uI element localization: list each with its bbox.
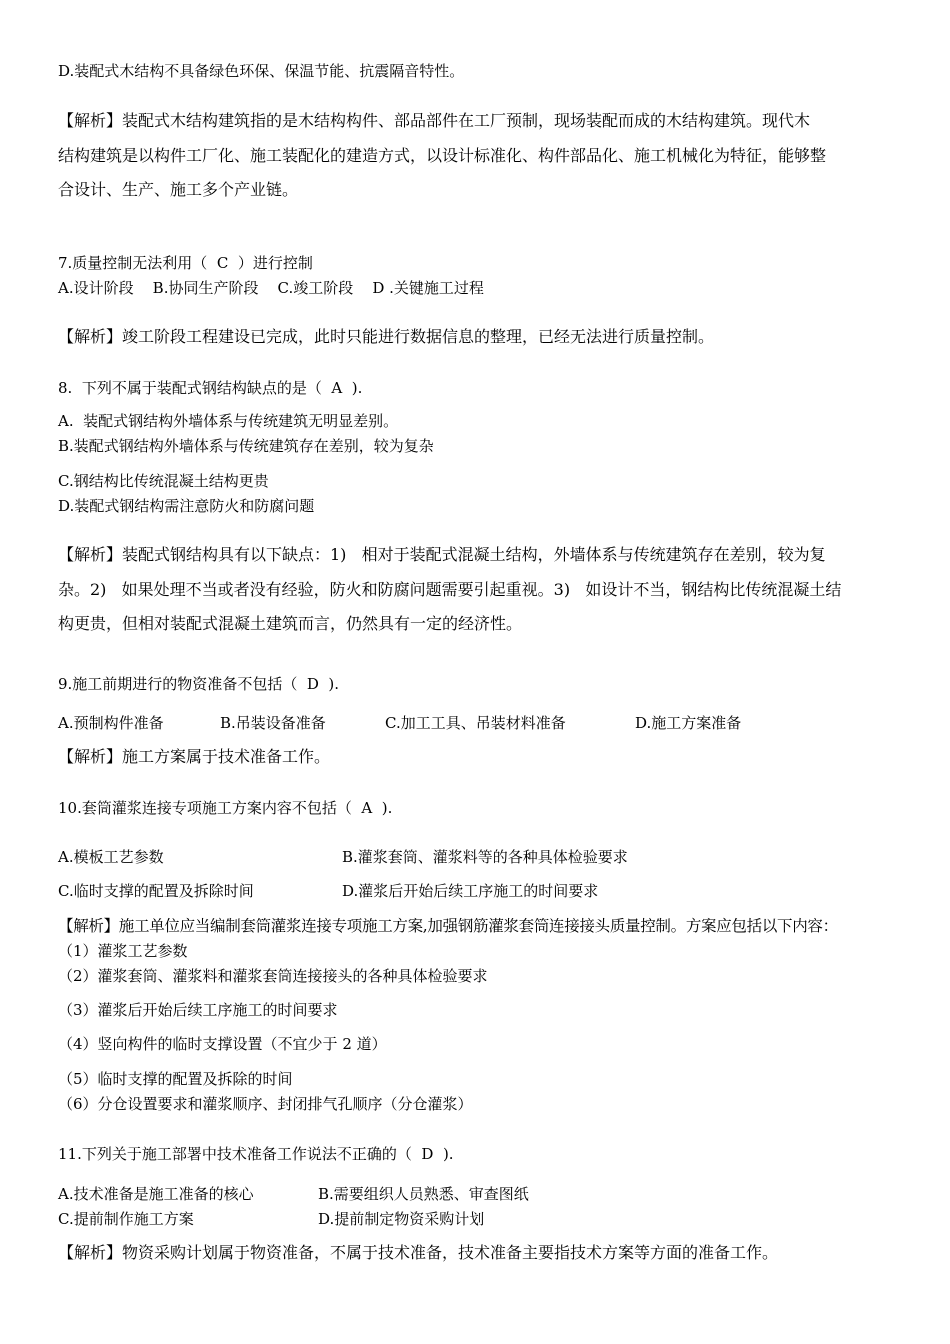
q11-option-b: B.需要组织人员熟悉、审查图纸 bbox=[318, 1185, 529, 1203]
q8-option-b: B.装配式钢结构外墙体系与传统建筑存在差别，较为复杂 bbox=[58, 437, 434, 455]
q8-option-d: D.装配式钢结构需注意防火和防腐问题 bbox=[58, 497, 315, 515]
q10-option-c: C.临时支撑的配置及拆除时间 bbox=[58, 882, 254, 900]
q8-question: 8. 下列不属于装配式钢结构缺点的是（ A ). bbox=[58, 379, 363, 397]
q10-item-5: （5）临时支撑的配置及拆除的时间 bbox=[58, 1070, 293, 1088]
q9-analysis: 【解析】施工方案属于技术准备工作。 bbox=[58, 747, 331, 766]
q10-option-b: B.灌浆套筒、灌浆料等的各种具体检验要求 bbox=[342, 848, 628, 866]
q10-option-d: D.灌浆后开始后续工序施工的时间要求 bbox=[342, 882, 599, 900]
q6-analysis-line-3: 合设计、生产、施工多个产业链。 bbox=[58, 180, 299, 199]
q10-item-3: （3）灌浆后开始后续工序施工的时间要求 bbox=[58, 1001, 338, 1019]
q10-option-a: A.模板工艺参数 bbox=[58, 848, 164, 866]
q6-analysis-line-2: 结构建筑是以构件工厂化、施工装配化的建造方式，以设计标准化、构件部品化、施工机械化为特征，能够整 bbox=[58, 146, 827, 165]
q8-option-c: C.钢结构比传统混凝土结构更贵 bbox=[58, 472, 269, 490]
q10-question: 10.套筒灌浆连接专项施工方案内容不包括（ A ). bbox=[58, 799, 393, 817]
q7-options: A.设计阶段 B.协同生产阶段 C.竣工阶段 D .关键施工过程 bbox=[58, 279, 484, 297]
q10-analysis: 【解析】施工单位应当编制套筒灌浆连接专项施工方案,加强钢筋灌浆套筒连接接头质量控制。方案应包括以下内容： bbox=[58, 917, 838, 935]
q9-option-b: B.吊装设备准备 bbox=[220, 714, 326, 732]
q11-option-c: C.提前制作施工方案 bbox=[58, 1210, 194, 1228]
q9-question: 9.施工前期进行的物资准备不包括（ D ). bbox=[58, 675, 340, 693]
q11-option-a: A.技术准备是施工准备的核心 bbox=[58, 1185, 254, 1203]
q9-option-a: A.预制构件准备 bbox=[58, 714, 164, 732]
q9-option-d: D.施工方案准备 bbox=[635, 714, 742, 732]
q11-question: 11.下列关于施工部署中技术准备工作说法不正确的（ D ). bbox=[58, 1145, 454, 1163]
q11-analysis: 【解析】物资采购计划属于物资准备，不属于技术准备，技术准备主要指技术方案等方面的准备工作。 bbox=[58, 1243, 779, 1262]
q10-item-2: （2）灌浆套筒、灌浆料和灌浆套筒连接接头的各种具体检验要求 bbox=[58, 967, 488, 985]
q11-option-d: D.提前制定物资采购计划 bbox=[318, 1210, 485, 1228]
q8-option-a: A. 装配式钢结构外墙体系与传统建筑无明显差别。 bbox=[58, 412, 399, 430]
q10-item-6: （6）分仓设置要求和灌浆顺序、封闭排气孔顺序（分仓灌浆） bbox=[58, 1095, 473, 1113]
q10-item-1: （1）灌浆工艺参数 bbox=[58, 942, 188, 960]
q8-analysis-line-1: 【解析】装配式钢结构具有以下缺点：1) 相对于装配式混凝土结构，外墙体系与传统建筑存在差别，较为复 bbox=[58, 545, 826, 564]
q8-analysis-line-2: 杂。2) 如果处理不当或者没有经验，防火和防腐问题需要引起重视。3) 如设计不当，钢结构比传统混凝土结 bbox=[58, 580, 842, 599]
q6-analysis-line-1: 【解析】装配式木结构建筑指的是木结构构件、部品部件在工厂预制，现场装配而成的木结构建筑。现代木 bbox=[58, 111, 811, 130]
q7-question: 7.质量控制无法利用（ C ）进行控制 bbox=[58, 254, 313, 272]
q9-option-c: C.加工工具、吊装材料准备 bbox=[385, 714, 566, 732]
q8-analysis-line-3: 构更贵，但相对装配式混凝土建筑而言，仍然具有一定的经济性。 bbox=[58, 614, 523, 633]
q10-item-4: （4）竖向构件的临时支撑设置（不宜少于 2 道） bbox=[58, 1035, 387, 1053]
q7-analysis: 【解析】竣工阶段工程建设已完成，此时只能进行数据信息的整理，已经无法进行质量控制。 bbox=[58, 327, 715, 346]
q6-option-d: D.装配式木结构不具备绿色环保、保温节能、抗震隔音特性。 bbox=[58, 62, 465, 80]
